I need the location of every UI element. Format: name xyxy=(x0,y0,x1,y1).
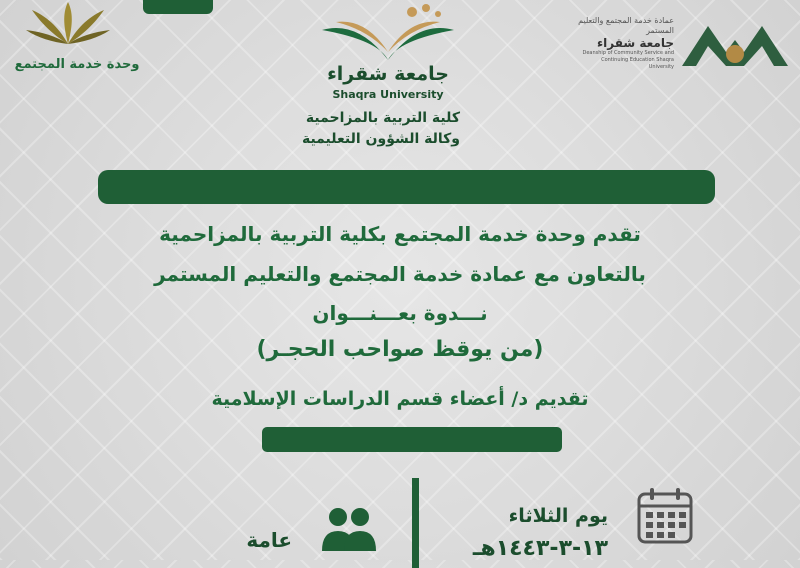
leaves-logo-icon xyxy=(22,0,114,46)
day-label: يوم الثلاثاء xyxy=(508,505,608,527)
body-line-1: تقدم وحدة خدمة المجتمع بكلية التربية بالمزاحمية xyxy=(159,222,641,246)
center-logo-en: Shaqra University xyxy=(332,88,444,101)
book-logo-icon xyxy=(318,0,458,66)
right-logo-en-2: Continuing Education Shaqra University xyxy=(601,57,674,70)
body-line-3: نـــدوة بعـــنـــوان xyxy=(312,301,488,325)
college-line: كلية التربية بالمزاحمية xyxy=(305,110,460,126)
audience-label: عامة xyxy=(246,528,292,552)
right-logo-ar: عمادة خدمة المجتمع والتعليم المستمر xyxy=(578,16,674,35)
presenter-line: تقديم د/ أعضاء قسم الدراسات الإسلامية xyxy=(211,388,589,410)
footer-divider xyxy=(412,478,419,568)
agency-line: وكالة الشؤون التعليمية xyxy=(301,131,460,147)
middle-banner xyxy=(262,427,562,452)
center-logo-ar: جامعة شقراء xyxy=(327,63,449,85)
date-label: ١٣-٣-١٤٤٣هـ xyxy=(472,536,608,561)
users-icon xyxy=(320,505,376,553)
top-tab xyxy=(143,0,213,14)
right-logo-en-1: Deanship of Community Service and xyxy=(582,50,674,56)
body-line-4: (من يوقظ صواحب الحجـر) xyxy=(256,337,544,362)
body-line-2: بالتعاون مع عمادة خدمة المجتمع والتعليم المستمر xyxy=(154,262,646,286)
right-logo-text xyxy=(576,16,674,71)
top-banner xyxy=(98,170,715,204)
mountains-logo-icon xyxy=(680,18,790,70)
calendar-icon xyxy=(636,486,694,546)
left-unit-name: وحدة خدمة المجتمع xyxy=(14,57,140,72)
right-logo-brand: جامعة شقراء xyxy=(597,36,674,50)
